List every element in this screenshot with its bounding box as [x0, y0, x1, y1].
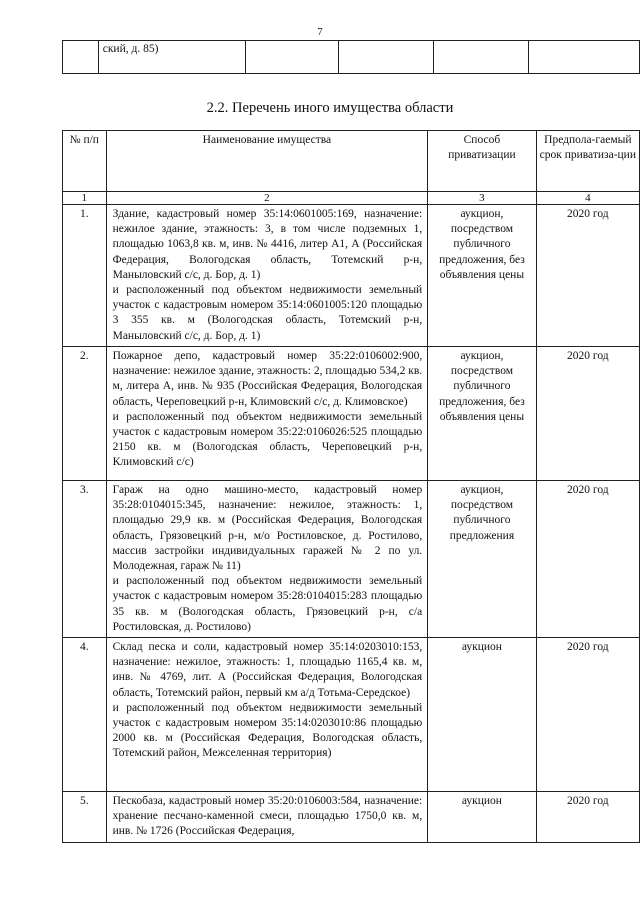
prev-cell-5	[433, 41, 528, 74]
privatization-term: 2020 год	[536, 481, 639, 638]
row-number: 4.	[63, 638, 107, 792]
column-index: 2	[106, 192, 428, 205]
privatization-term: 2020 год	[536, 792, 639, 843]
privatization-method: аукцион	[428, 638, 536, 792]
prev-cell-name: ский, д. 85)	[98, 41, 245, 74]
table-row	[63, 638, 640, 792]
property-table	[62, 130, 640, 843]
building-description: Пожарное депо, кадастровый номер 35:22:0106002:900, назначение: нежилое здание, этажность: 2, площадью 534,2 кв. м, литера А, инв. № 935 (Российская Федерация, Вологодская область, Череповецкий р-н, Климовский с/с, д. Климовское)	[112, 350, 423, 408]
privatization-term: 2020 год	[536, 347, 639, 481]
row-number: 5.	[63, 792, 107, 843]
prev-cell-3	[245, 41, 338, 74]
building-description: Гараж на одно машино-место, кадастровый номер 35:28:0104015:345, назначение: нежилое, этажность: 1, площадью 29,9 кв. м (Российская Федерация, Вологодская область, Грязовецкий р-н, м/о Ростиловское, д. Ростилово, массив застройки индивидуальных гаражей № 2 по ул. Молодежная, гараж № 11)	[112, 484, 423, 573]
privatization-method: аукцион	[428, 792, 536, 843]
column-index: 1	[63, 192, 107, 205]
column-index-row	[63, 192, 640, 205]
privatization-method: аукцион, посредством публичного предложения, без объявления цены	[428, 205, 536, 347]
property-description	[106, 205, 428, 347]
land-description: и расположенный под объектом недвижимости земельный участок с кадастровым номером 35:14:0601005:120 площадью 3 355 кв. м (Вологодская область, Тотемский р-н, Маныловский с/с, д. Бор, д. 1)	[112, 284, 423, 342]
building-description: Склад песка и соли, кадастровый номер 35:14:0203010:153, назначение: нежилое, этажность: 1, площадью 1165,4 кв. м, инв. № 4769, лит. А (Российская Федерация, Вологодская область, Тотемский район, первый км а/д Тотьма-Середское)	[112, 641, 423, 699]
property-description	[106, 792, 428, 843]
column-index: 4	[536, 192, 639, 205]
table-row	[63, 481, 640, 638]
privatization-term: 2020 год	[536, 638, 639, 792]
column-index: 3	[428, 192, 536, 205]
property-description	[106, 347, 428, 481]
land-description: и расположенный под объектом недвижимости земельный участок с кадастровым номером 35:22:0106026:525 площадью 2150 кв. м (Вологодская область, Череповецкий р-н, Климовский с/с)	[112, 410, 423, 469]
table-row	[63, 347, 640, 481]
header-num: № п/п	[63, 131, 107, 192]
prev-cell-num	[63, 41, 99, 74]
privatization-term: 2020 год	[536, 205, 639, 347]
privatization-method: аукцион, посредством публичного предложения, без объявления цены	[428, 347, 536, 481]
page-number: 7	[317, 26, 323, 38]
privatization-method: аукцион, посредством публичного предложения	[428, 481, 536, 638]
section-title: 2.2. Перечень иного имущества области	[206, 100, 454, 116]
prev-cell-6	[528, 41, 639, 74]
row-number: 2.	[63, 347, 107, 481]
property-description	[106, 638, 428, 792]
building-description: Здание, кадастровый номер 35:14:0601005:169, назначение: нежилое здание, этажность: 3, в том числе подземных 1, площадью 1063,8 кв. м, инв. № 4416, литер А1, А (Российская Федерация, Вологодская область, Тотемский р-н, Маныловский с/с, д. Бор, д. 1)	[112, 208, 423, 281]
property-description	[106, 481, 428, 638]
land-description: и расположенный под объектом недвижимости земельный участок с кадастровым номером 35:28:0104015:283 площадью 35 кв. м (Вологодская область, Грязовецкий р-н, с/а Ростиловская, д. Ростилово)	[112, 575, 423, 633]
row-number: 1.	[63, 205, 107, 347]
building-description: Пескобаза, кадастровый номер 35:20:0106003:584, назначение: хранение песчано-каменной смеси, площадью 1750,0 кв. м, инв. № 1726 (Российская Федерация,	[112, 795, 423, 838]
header-term: Предпола-гаемый срок приватиза-ции	[536, 131, 639, 192]
previous-table-continuation	[62, 40, 640, 74]
table-header-row	[63, 131, 640, 192]
header-name: Наименование имущества	[106, 131, 428, 192]
header-method: Способ приватизации	[428, 131, 536, 192]
prev-cell-4	[338, 41, 433, 74]
land-description: и расположенный под объектом недвижимости земельный участок с кадастровым номером 35:14:0203010:86 площадью 2000 кв. м (Российская Федерация, Вологодская область, Тотемский район, Межселенная территория)	[112, 701, 423, 760]
table-row	[63, 205, 640, 347]
table-row	[63, 792, 640, 843]
row-number: 3.	[63, 481, 107, 638]
